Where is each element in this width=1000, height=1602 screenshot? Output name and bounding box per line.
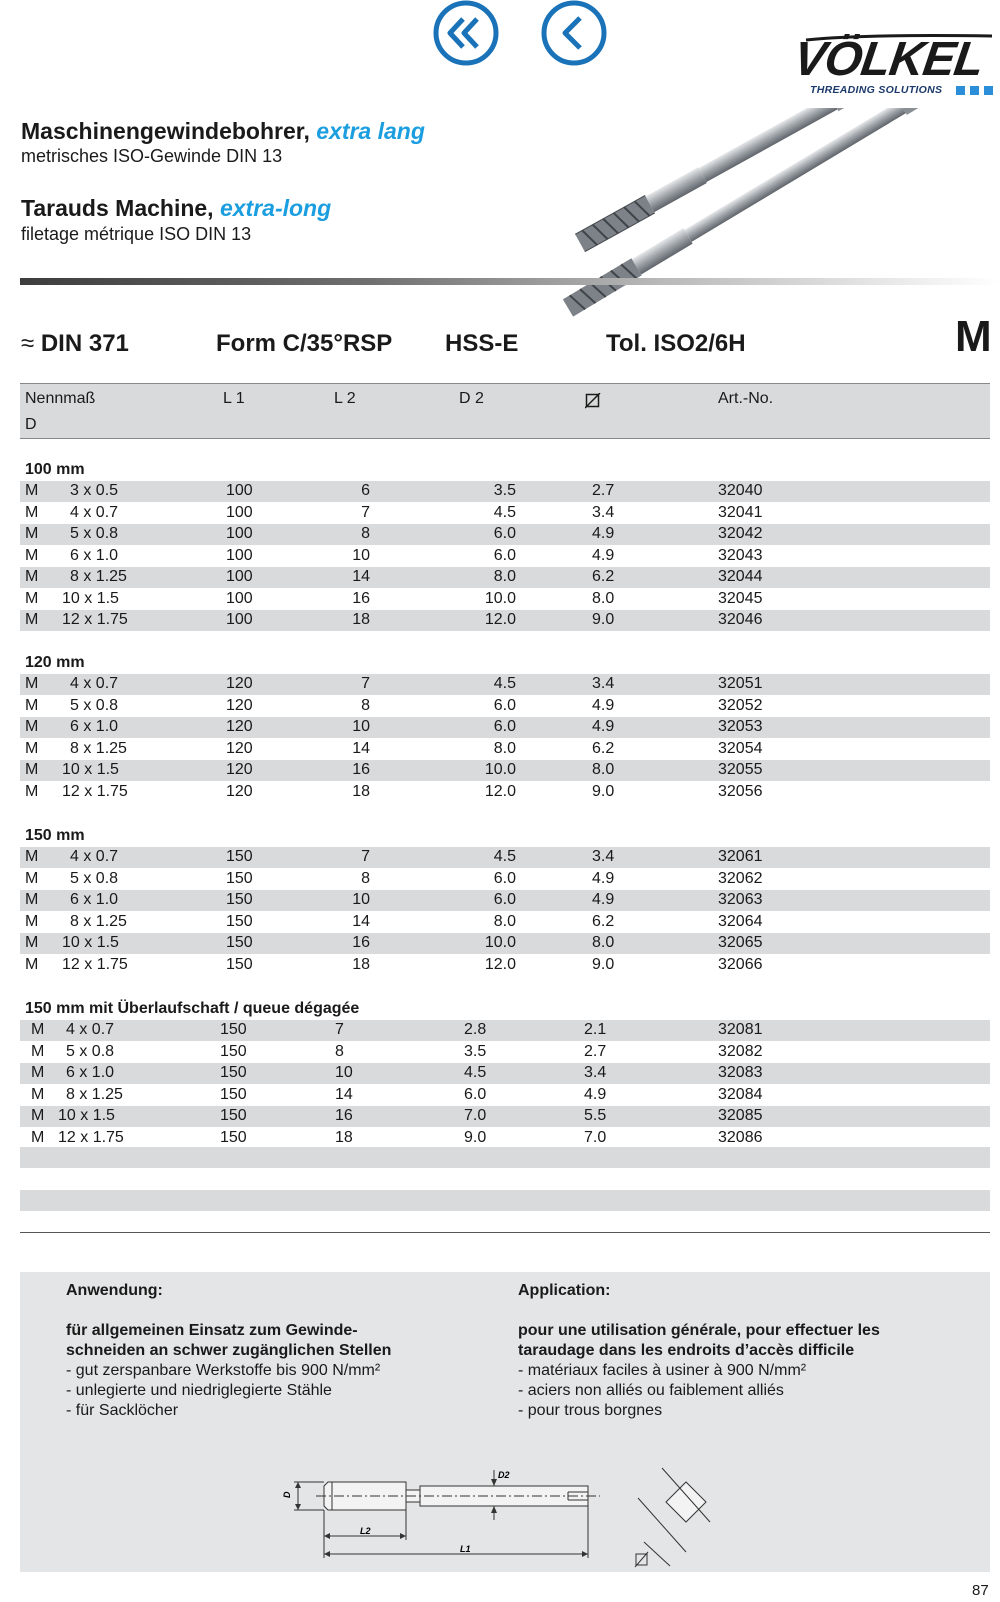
table-row [20,1042,990,1063]
group-heading: 150 mm mit Überlaufschaft / queue dégagée [25,1000,360,1017]
cell-d2: 10.0 [484,761,516,778]
application-fr-item: - matériaux faciles à usiner à 900 N/mm² [518,1362,807,1379]
header-art-no: Art.-No. [718,390,774,407]
approx-icon: ≈ [21,330,35,357]
group-heading: 120 mm [25,654,85,671]
cell-size: 4 x 0.7 [70,503,119,521]
cell-art: 32042 [718,525,763,542]
cell-size: 6 x 1.0 [70,546,119,564]
table-row [20,869,990,890]
cell-m: M [25,675,39,692]
cell-l1: 120 [226,675,253,692]
table-row [20,717,990,738]
cell-l2: 16 [335,1107,353,1124]
table-row [20,890,990,911]
cell-l1: 120 [226,696,253,714]
spec-din-value: DIN 371 [40,330,129,357]
cell-l2: 7 [335,1021,344,1038]
table-row [20,503,990,524]
cell-l1: 100 [226,482,253,499]
table-row [20,782,990,803]
cell-l2: 10 [335,1064,353,1081]
cell-l2: 16 [352,589,370,607]
cell-art: 32054 [718,739,763,757]
table-bottom-rule [20,1232,990,1233]
title-german [21,118,425,145]
cell-size: 8 x 1.25 [66,1085,123,1103]
cell-art: 32045 [718,589,763,607]
voelkel-logo [790,32,994,98]
cell-sq: 3.4 [592,675,615,692]
cell-size: 12 x 1.75 [62,782,128,800]
header-nennmass: Nennmaß [25,390,96,407]
cell-l2: 8 [361,869,370,887]
cell-l2: 14 [352,739,370,757]
cell-sq: 2.7 [592,482,615,499]
cell-art: 32082 [718,1042,763,1060]
cell-sq: 6.2 [592,739,615,757]
cell-art: 32051 [718,675,763,692]
table-row [20,1085,990,1106]
application-de-heading: Anwendung: [66,1282,163,1299]
cell-l1: 100 [226,589,253,607]
table-row [20,1020,990,1041]
cell-d2: 2.8 [464,1021,487,1038]
cell-d2: 6.0 [493,718,516,735]
cell-l2: 7 [361,503,370,521]
application-fr-bold-1: pour une utilisation générale, pour effectuer les [518,1322,880,1339]
logo-tagline: THREADING SOLUTIONS [810,84,943,96]
application-fr-item: - aciers non alliés ou faiblement alliés [518,1382,784,1399]
table-row [20,546,990,567]
cell-l1: 150 [226,934,253,951]
cell-m: M [31,1128,45,1146]
cell-art: 32081 [718,1021,763,1038]
cell-sq: 4.9 [592,696,615,714]
cell-m: M [25,568,39,585]
table-row [20,1063,990,1084]
cell-d2: 6.0 [493,891,516,908]
cell-sq: 9.0 [592,782,615,800]
cell-d2: 6.0 [493,546,516,564]
cell-size: 12 x 1.75 [62,955,128,973]
application-fr-bold-2: taraudage dans les endroits d’accès difficile [518,1342,855,1359]
cell-m: M [25,525,39,542]
cell-l2: 10 [352,891,370,908]
cell-m: M [31,1064,45,1081]
table-row [20,1106,990,1127]
diagram-label-d2: D2 [498,1470,510,1480]
cell-size: 6 x 1.0 [70,891,119,908]
cell-d2: 6.0 [493,525,516,542]
subtitle-german: metrisches ISO-Gewinde DIN 13 [21,146,283,166]
cell-size: 12 x 1.75 [62,611,128,628]
cell-l1: 100 [226,503,253,521]
table-row [20,524,990,545]
cell-m: M [25,869,39,887]
cell-m: M [31,1107,45,1124]
logo-square-icon [956,86,965,95]
cell-sq: 4.9 [584,1085,607,1103]
diagram-label-l2: L2 [360,1526,371,1536]
cell-m: M [25,891,39,908]
cell-sq: 4.9 [592,869,615,887]
cell-size: 8 x 1.25 [70,912,127,930]
cell-m: M [25,589,39,607]
cell-l2: 16 [352,761,370,778]
gradient-divider [20,278,1000,285]
cell-d2: 3.5 [464,1042,487,1060]
cell-art: 32066 [718,955,763,973]
cell-size: 3 x 0.5 [70,482,119,499]
spec-tolerance: Tol. ISO2/6H [606,330,746,357]
cell-sq: 3.4 [592,848,615,865]
application-de-bold-1: für allgemeinen Einsatz zum Gewinde- [66,1322,358,1339]
cell-l2: 8 [361,696,370,714]
cell-sq: 8.0 [592,934,615,951]
cell-d2: 8.0 [493,739,516,757]
tap-product-image [560,108,1000,326]
title-french-main: Tarauds Machine, [21,195,214,221]
cell-d2: 3.5 [493,482,516,499]
cell-art: 32063 [718,891,763,908]
square-drive-icon [585,393,601,409]
cell-d2: 8.0 [493,568,516,585]
cell-art: 32041 [718,503,763,521]
cell-m: M [31,1085,45,1103]
cell-d2: 4.5 [464,1064,487,1081]
cell-sq: 3.4 [592,503,615,521]
cell-size: 4 x 0.7 [70,848,119,865]
cell-m: M [31,1042,45,1060]
cell-size: 10 x 1.5 [62,934,119,951]
cell-l1: 120 [226,739,253,757]
table-row [20,674,990,695]
cell-art: 32055 [718,761,763,778]
cell-size: 8 x 1.25 [70,739,127,757]
cell-l1: 100 [226,611,253,628]
cell-m: M [25,934,39,951]
cell-size: 10 x 1.5 [62,761,119,778]
cell-art: 32052 [718,696,763,714]
cell-l2: 14 [335,1085,353,1103]
cell-l1: 150 [220,1021,247,1038]
cell-l1: 150 [220,1042,247,1060]
header-d2: D 2 [459,390,484,407]
cell-size: 6 x 1.0 [70,718,119,735]
chevron-left-icon [541,0,607,66]
cell-l2: 14 [352,568,370,585]
cell-l1: 150 [226,848,253,865]
cell-sq: 4.9 [592,525,615,542]
cell-d2: 10.0 [484,589,516,607]
cell-sq: 6.2 [592,568,615,585]
cell-d2: 12.0 [484,611,516,628]
cell-sq: 9.0 [592,611,615,628]
table-row [20,912,990,933]
cell-m: M [25,718,39,735]
title-german-main: Maschinengewindebohrer, [21,118,310,144]
cell-m: M [25,912,39,930]
cell-sq: 4.9 [592,891,615,908]
logo-square-icon [970,86,979,95]
title-german-accent: extra lang [316,118,425,144]
cell-size: 4 x 0.7 [70,675,119,692]
group-heading: 150 mm [25,827,85,844]
cell-m: M [25,546,39,564]
cell-m: M [25,761,39,778]
table-row [20,589,990,610]
cell-art: 32083 [718,1064,763,1081]
cell-sq: 6.2 [592,912,615,930]
cell-size: 8 x 1.25 [70,568,127,585]
first-page-button[interactable] [433,0,499,66]
table-row [20,933,990,954]
cell-size: 6 x 1.0 [66,1064,115,1081]
cell-l2: 7 [361,675,370,692]
cell-d2: 6.0 [464,1085,487,1103]
logo-word: VÖLKEL [790,33,987,86]
table-row [20,760,990,781]
table-row [20,955,990,976]
cell-l2: 6 [361,482,370,499]
cell-sq: 7.0 [584,1128,607,1146]
group-heading: 100 mm [25,461,85,478]
cell-art: 32046 [718,611,763,628]
cell-size: 5 x 0.8 [70,525,119,542]
diagram-label-l1: L1 [460,1544,471,1554]
cell-l1: 100 [226,546,253,564]
cell-l1: 120 [226,761,253,778]
header-l2: L 2 [334,390,356,407]
page-number: 87 [972,1582,989,1599]
cell-m: M [25,611,39,628]
cell-sq: 3.4 [584,1064,607,1081]
cell-l1: 150 [226,955,253,973]
diagram-label-d: D [282,1491,292,1498]
cell-art: 32040 [718,482,763,499]
empty-row [20,1147,990,1168]
title-french-accent: extra-long [219,195,332,221]
cell-art: 32062 [718,869,763,887]
application-fr-heading: Application: [518,1282,611,1299]
cell-l2: 8 [335,1042,344,1060]
cell-l2: 18 [335,1128,353,1146]
cell-m: M [25,848,39,865]
cell-d2: 10.0 [484,934,516,951]
table-row [20,1128,990,1149]
application-de-item: - unlegierte und niedriglegierte Stähle [66,1382,332,1399]
cell-m: M [31,1021,45,1038]
cell-art: 32061 [718,848,763,865]
cell-l2: 8 [361,525,370,542]
cell-m: M [25,955,39,973]
cell-sq: 8.0 [592,761,615,778]
cell-d2: 6.0 [493,696,516,714]
section-letter: M [955,312,992,361]
cell-l1: 150 [220,1107,247,1124]
cell-d2: 4.5 [493,848,516,865]
cell-m: M [25,739,39,757]
cell-l2: 14 [352,912,370,930]
title-french [21,195,331,222]
cell-art: 32043 [718,546,763,564]
cell-l2: 10 [352,718,370,735]
table-row [20,847,990,868]
logo-square-icon [984,86,993,95]
cell-m: M [25,782,39,800]
cell-d2: 4.5 [493,675,516,692]
spec-din [21,330,129,358]
cell-d2: 12.0 [484,782,516,800]
diagram-square-symbol-icon [635,1552,648,1567]
cell-l1: 150 [226,891,253,908]
header-d: D [25,416,37,433]
cell-m: M [25,503,39,521]
cell-art: 32085 [718,1107,763,1124]
table-row [20,567,990,588]
cell-size: 10 x 1.5 [62,589,119,607]
application-de-item: - für Sacklöcher [66,1402,179,1419]
cell-l2: 7 [361,848,370,865]
cell-d2: 4.5 [493,503,516,521]
application-de-item: - gut zerspanbare Werkstoffe bis 900 N/mm² [66,1362,381,1379]
cell-l2: 16 [352,934,370,951]
cell-size: 5 x 0.8 [66,1042,115,1060]
cell-art: 32084 [718,1085,763,1103]
back-button[interactable] [541,0,607,66]
application-fr-item: - pour trous borgnes [518,1402,663,1419]
cell-l2: 10 [352,546,370,564]
cell-l1: 120 [226,718,253,735]
cell-d2: 9.0 [464,1128,487,1146]
spec-form: Form C/35°RSP [216,330,393,357]
cell-l1: 150 [226,912,253,930]
cell-l1: 150 [226,869,253,887]
cell-sq: 8.0 [592,589,615,607]
cell-d2: 7.0 [464,1107,487,1124]
table-header [20,383,990,439]
application-de-bold-2: schneiden an schwer zugänglichen Stellen [66,1342,392,1359]
cell-art: 32044 [718,568,763,585]
cell-art: 32065 [718,934,763,951]
cell-l2: 18 [352,782,370,800]
cell-sq: 5.5 [584,1107,607,1124]
cell-art: 32064 [718,912,763,930]
cell-sq: 2.7 [584,1042,607,1060]
cell-size: 5 x 0.8 [70,696,119,714]
table-row [20,696,990,717]
cell-sq: 2.1 [584,1021,607,1038]
table-row [20,610,990,631]
cell-l2: 18 [352,955,370,973]
cell-art: 32086 [718,1128,763,1146]
cell-art: 32053 [718,718,763,735]
subtitle-french: filetage métrique ISO DIN 13 [21,224,252,244]
cell-sq: 4.9 [592,546,615,564]
cell-l2: 18 [352,611,370,628]
table-row [20,481,990,502]
cell-l1: 100 [226,568,253,585]
cell-l1: 150 [220,1085,247,1103]
cell-size: 4 x 0.7 [66,1021,115,1038]
double-chevron-left-icon [433,0,499,66]
cell-m: M [25,482,39,499]
cell-l1: 150 [220,1128,247,1146]
cell-l1: 100 [226,525,253,542]
cell-l1: 150 [220,1064,247,1081]
cell-l1: 120 [226,782,253,800]
header-l1: L 1 [223,390,245,407]
empty-row [20,1190,990,1211]
table-row [20,739,990,760]
cell-size: 10 x 1.5 [58,1107,115,1124]
cell-d2: 6.0 [493,869,516,887]
cell-sq: 9.0 [592,955,615,973]
cell-sq: 4.9 [592,718,615,735]
cell-m: M [25,696,39,714]
cell-d2: 8.0 [493,912,516,930]
cell-art: 32056 [718,782,763,800]
cell-size: 5 x 0.8 [70,869,119,887]
tap-dimension-diagram [280,1462,760,1572]
cell-size: 12 x 1.75 [58,1128,124,1146]
spec-material: HSS-E [445,330,519,357]
cell-d2: 12.0 [484,955,516,973]
